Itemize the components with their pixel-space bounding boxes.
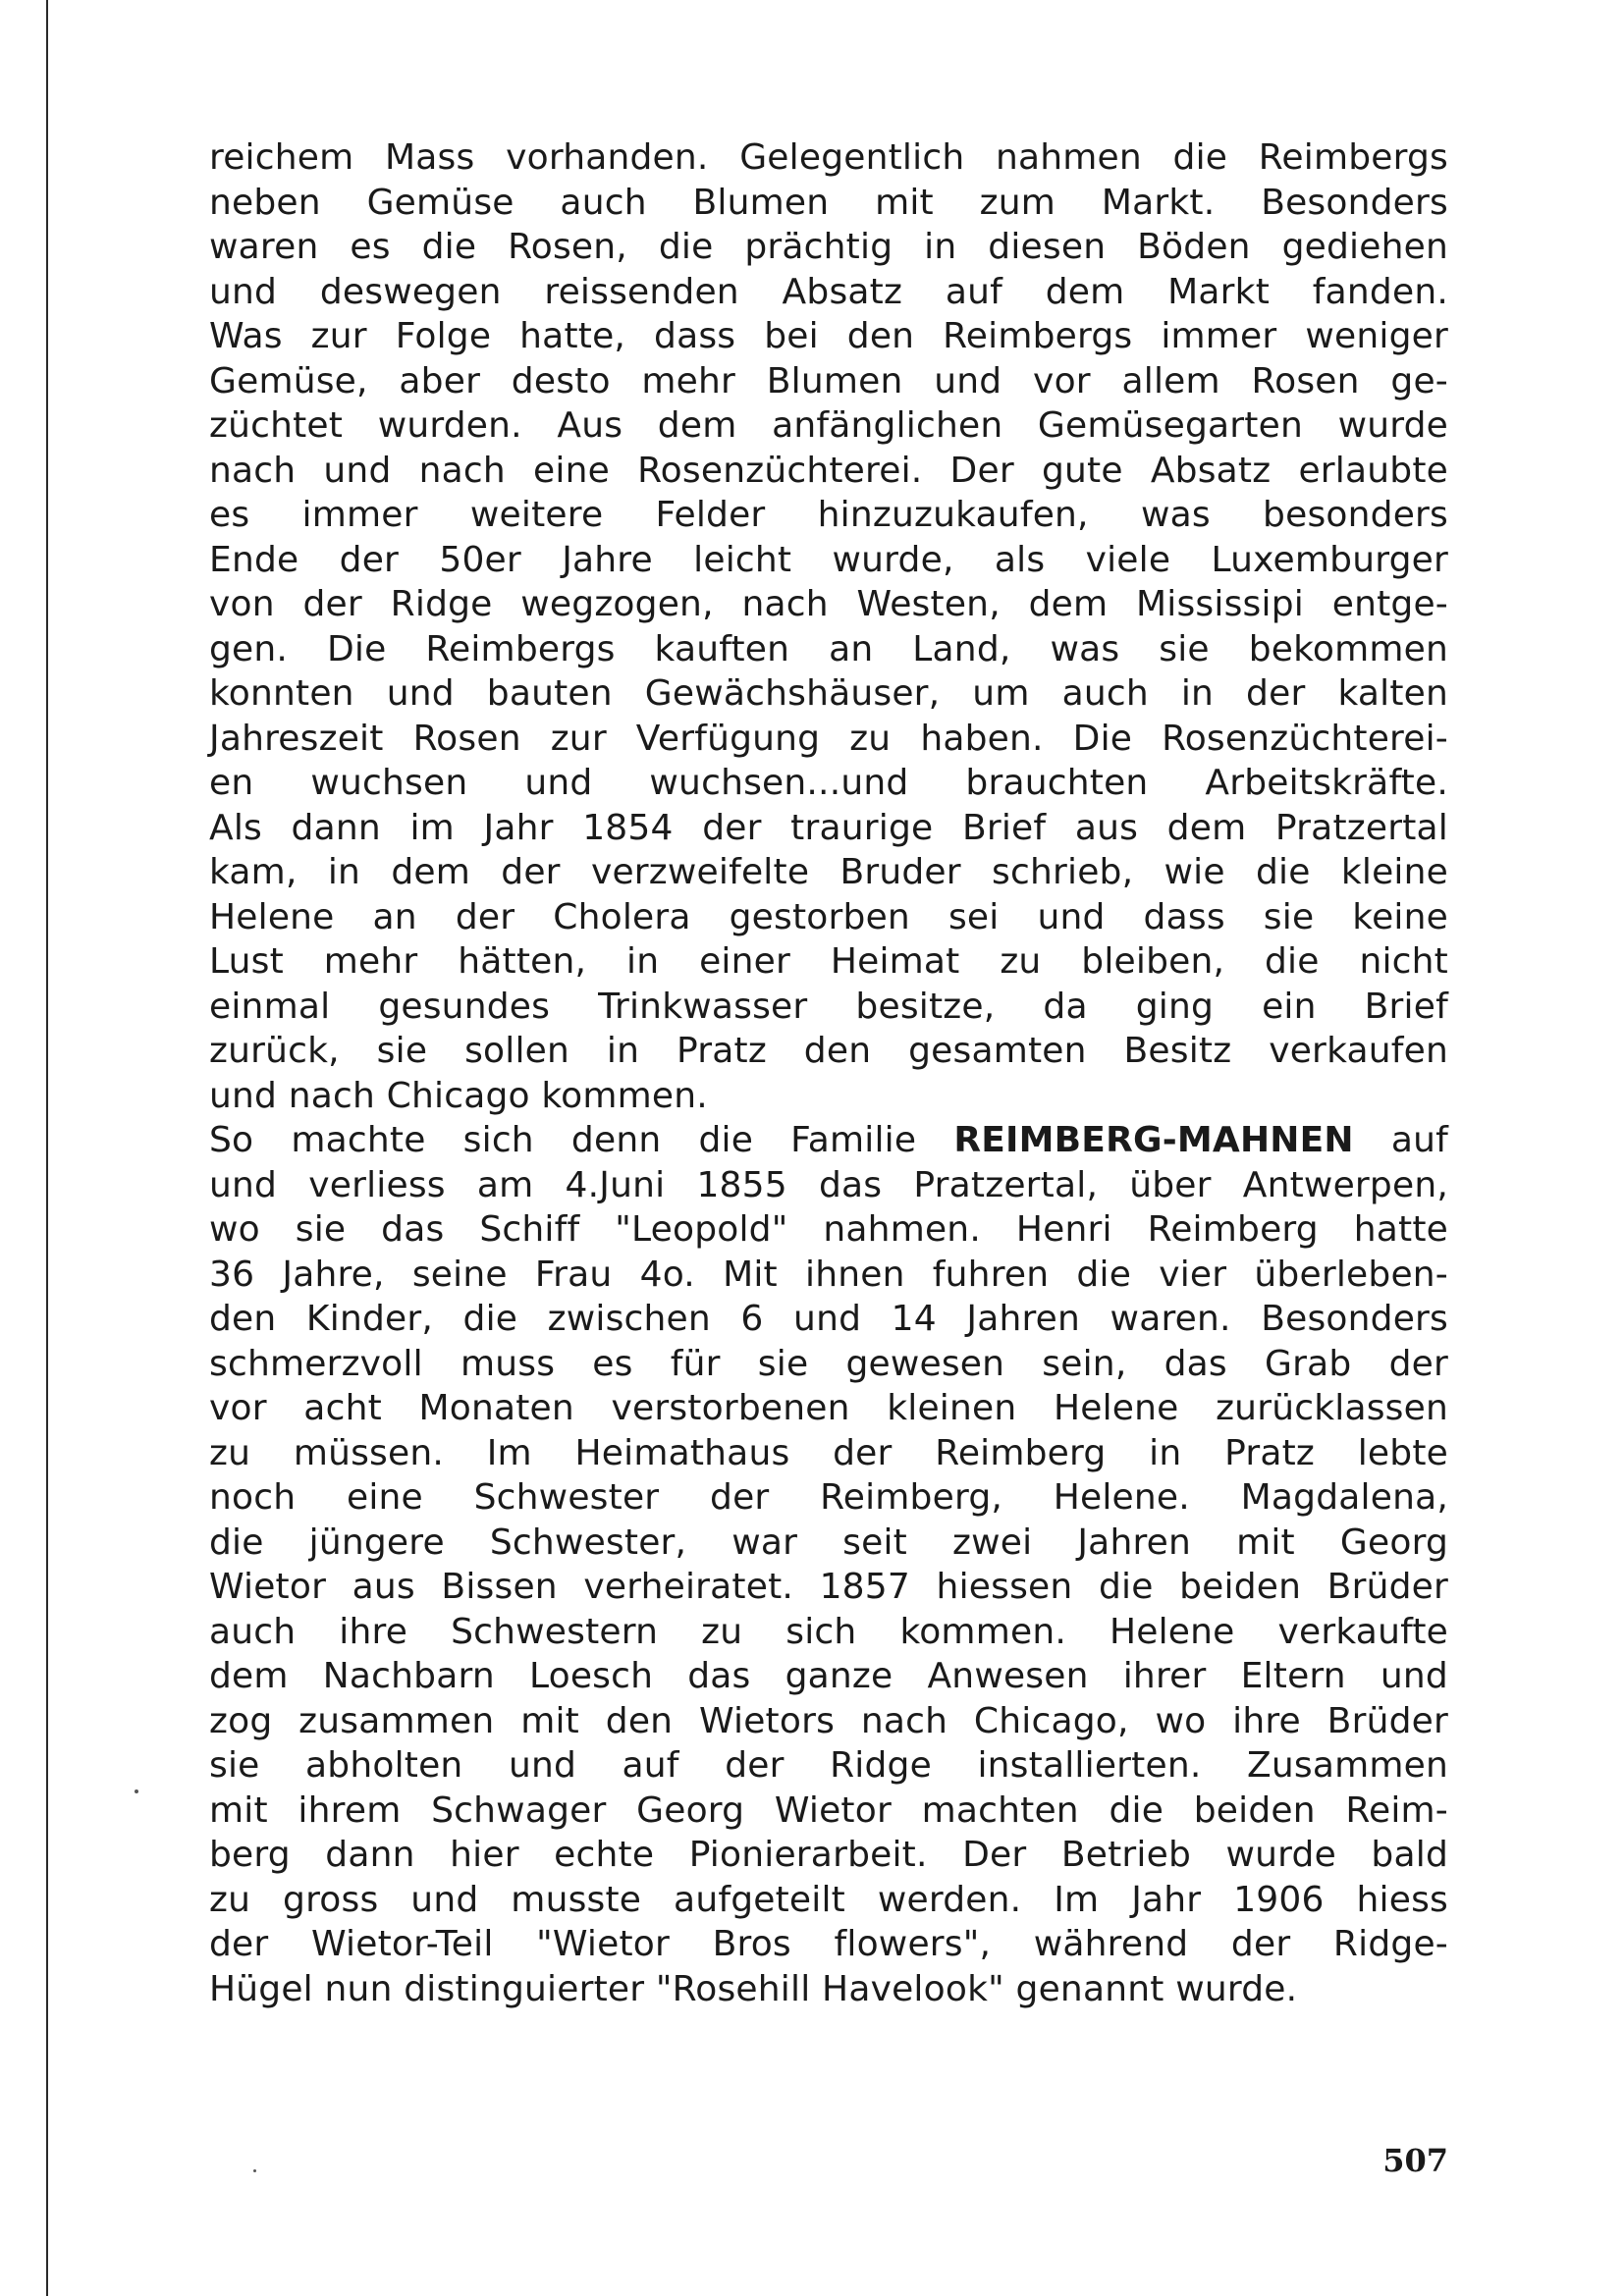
paragraph-end-line: Hügel nun distinguierter "Rosehill Havelook" genannt wurde. — [209, 1968, 1298, 2009]
family-name-bold: REIMBERG-MAHNEN — [953, 1120, 1354, 1160]
text-line: Ende der 50er Jahre leicht wurde, als viele Luxemburger — [209, 539, 1448, 580]
page-number: 507 — [1382, 2142, 1448, 2179]
text-line: dem Nachbarn Loesch das ganze Anwesen ihrer Eltern und — [209, 1656, 1448, 1696]
text-line: vor acht Monaten verstorbenen kleinen Helene zurücklassen — [209, 1388, 1448, 1428]
binding-edge-line — [46, 0, 48, 2296]
text-line: von der Ridge wegzogen, nach Westen, dem Mississipi entge- — [209, 584, 1448, 624]
text-segment: So machte sich denn die Familie — [209, 1120, 954, 1160]
text-line: schmerzvoll muss es für sie gewesen sein, das Grab der — [209, 1343, 1448, 1384]
text-line: zu müssen. Im Heimathaus der Reimberg in Pratz lebte — [209, 1432, 1448, 1473]
text-line: konnten und bauten Gewächshäuser, um auch in der kalten — [209, 673, 1448, 714]
text-line: auch ihre Schwestern zu sich kommen. Helene verkaufte — [209, 1611, 1448, 1652]
text-line: sie abholten und auf der Ridge installierten. Zusammen — [209, 1745, 1448, 1786]
text-line: und deswegen reissenden Absatz auf dem Markt fanden. — [209, 271, 1448, 312]
text-line: wo sie das Schiff "Leopold" nahmen. Henri Reimberg hatte — [209, 1209, 1448, 1250]
text-line: noch eine Schwester der Reimberg, Helene. Magdalena, — [209, 1477, 1448, 1518]
text-line: en wuchsen und wuchsen...und brauchten Arbeitskräfte. — [209, 763, 1448, 803]
scan-speck — [135, 1789, 138, 1793]
text-line: es immer weitere Felder hinzuzukaufen, was besonders — [209, 495, 1448, 535]
text-line: nach und nach eine Rosenzüchterei. Der gute Absatz erlaubte — [209, 450, 1448, 491]
text-segment: auf — [1353, 1120, 1448, 1160]
text-line: neben Gemüse auch Blumen mit zum Markt. Besonders — [209, 182, 1448, 223]
text-line: und verliess am 4.Juni 1855 das Pratzertal, über Antwerpen, — [209, 1164, 1448, 1205]
text-line: Jahreszeit Rosen zur Verfügung zu haben. Die Rosenzüchterei- — [209, 718, 1448, 759]
text-line: Wietor aus Bissen verheiratet. 1857 hiessen die beiden Brüder — [209, 1567, 1448, 1607]
text-line: zog zusammen mit den Wietors nach Chicago, wo ihre Brüder — [209, 1700, 1448, 1741]
text-line: zurück, sie sollen in Pratz den gesamten Besitz verkaufen — [209, 1031, 1448, 1071]
text-line: Als dann im Jahr 1854 der traurige Brief aus dem Pratzertal — [209, 807, 1448, 848]
text-line: waren es die Rosen, die prächtig in diesen Böden gediehen — [209, 227, 1448, 267]
text-line: den Kinder, die zwischen 6 und 14 Jahren waren. Besonders — [209, 1299, 1448, 1339]
text-line: züchtet wurden. Aus dem anfänglichen Gemüsegarten wurde — [209, 405, 1448, 446]
text-line-with-family-name — [209, 1118, 1448, 1163]
text-line: gen. Die Reimbergs kauften an Land, was sie bekommen — [209, 628, 1448, 669]
text-line: Gemüse, aber desto mehr Blumen und vor allem Rosen ge- — [209, 360, 1448, 401]
text-line: die jüngere Schwester, war seit zwei Jahren mit Georg — [209, 1522, 1448, 1563]
text-line: der Wietor-Teil "Wietor Bros flowers", während der Ridge- — [209, 1924, 1448, 1964]
text-line: Lust mehr hätten, in einer Heimat zu bleiben, die nicht — [209, 941, 1448, 982]
text-line: reichem Mass vorhanden. Gelegentlich nahmen die Reimbergs — [209, 137, 1448, 178]
body-text — [209, 135, 1448, 2011]
text-line: Was zur Folge hatte, dass bei den Reimbergs immer weniger — [209, 316, 1448, 356]
paragraph-end-line: und nach Chicago kommen. — [209, 1075, 708, 1116]
text-line: kam, in dem der verzweifelte Bruder schrieb, wie die kleine — [209, 852, 1448, 892]
text-line: 36 Jahre, seine Frau 4o. Mit ihnen fuhren die vier überleben- — [209, 1254, 1448, 1295]
text-line: einmal gesundes Trinkwasser besitze, da ging ein Brief — [209, 986, 1448, 1027]
text-line: berg dann hier echte Pionierarbeit. Der Betrieb wurde bald — [209, 1835, 1448, 1875]
scan-speck — [253, 2169, 256, 2172]
text-line: Helene an der Cholera gestorben sei und dass sie keine — [209, 896, 1448, 937]
text-line: mit ihrem Schwager Georg Wietor machten die beiden Reim- — [209, 1789, 1448, 1831]
text-line: zu gross und musste aufgeteilt werden. Im Jahr 1906 hiess — [209, 1879, 1448, 1920]
